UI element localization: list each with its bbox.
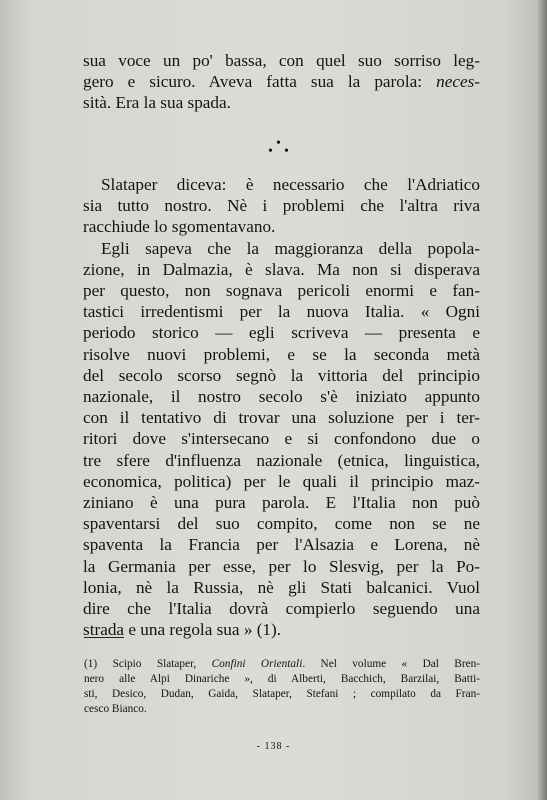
text-line: zione, in Dalmazia, è slava. Ma non si disperava	[83, 259, 480, 279]
text-line: ziniano è una pura parola. E l'Italia non può	[83, 493, 480, 513]
footnote-line: cesco Bianco.	[84, 703, 147, 715]
text-line: strada e una regola sua » (1).	[83, 620, 282, 640]
footnote-line: nero alle Alpi Dinariche », di Alberti, Bacchich, Barzilai, Batti-	[84, 673, 480, 685]
text-line: gero e sicuro. Aveva fatta sua la parola: neces-	[83, 72, 481, 92]
text-line: Slataper diceva: è necessario che l'Adriatico	[101, 175, 480, 194]
text-line: del secolo scorso segnò la vittoria del principio	[83, 365, 480, 385]
footnote-rule	[84, 637, 124, 638]
separator-dot: •	[268, 144, 273, 159]
text-line: racchiude lo sgomentavano.	[83, 217, 276, 237]
page-edge-shadow	[537, 0, 547, 800]
text-line: nazionale, il nostro secolo s'è iniziato appunto	[83, 387, 480, 407]
top-paragraph	[83, 50, 480, 114]
text-line: Egli sapeva che la maggioranza della popola-	[101, 238, 480, 258]
text-line: con il tentativo di trovar una soluzione per i ter-	[83, 408, 480, 428]
text-line: sità. Era la sua spada.	[83, 93, 231, 113]
separator-dot: •	[276, 136, 281, 151]
page-number: - 138 -	[256, 741, 291, 752]
text-line: per questo, non sognava pericoli enormi e fan-	[83, 281, 480, 301]
text-line: risolve nuovi problemi, e se la seconda metà	[83, 344, 480, 364]
footnote	[84, 657, 480, 717]
text-line: la Germania per esse, per lo Slesvig, per la Po-	[83, 556, 480, 576]
text-line: tre sfere d'influenza nazionale (etnica, linguistica,	[83, 450, 480, 470]
text-line: tastici irredentismi per la nuova Italia. « Ogni	[83, 302, 480, 322]
text-line: sia tutto nostro. Nè i problemi che l'altra riva	[83, 196, 480, 216]
text-line: economica, politica) per le quali il principio maz-	[83, 471, 480, 491]
text-line: lonia, nè la Russia, nè gli Stati balcanici. Vuol	[83, 577, 480, 597]
text-line: spaventarsi del suo compito, come non se ne	[83, 514, 480, 534]
main-text	[83, 174, 480, 640]
text-line: ritori dove s'intersecano e si confondono due o	[83, 429, 480, 449]
section-separator	[262, 136, 296, 158]
footnote-line: sti, Desico, Dudan, Gaida, Slataper, Stefani ; compilato da Fran-	[84, 688, 480, 700]
text-line: dire che l'Italia dovrà compierlo seguendo una	[83, 599, 480, 619]
text-line: periodo storico — egli scriveva — presenta e	[83, 323, 480, 343]
footnote-line: (1) Scipio Slataper, Confini Orientali. Nel volume « Dal Bren-	[84, 658, 481, 670]
separator-dot: •	[284, 144, 289, 159]
text-line: spaventa la Francia per l'Alsazia e Lorena, nè	[83, 535, 480, 555]
text-line: sua voce un po' bassa, con quel suo sorriso leg-	[83, 51, 480, 70]
